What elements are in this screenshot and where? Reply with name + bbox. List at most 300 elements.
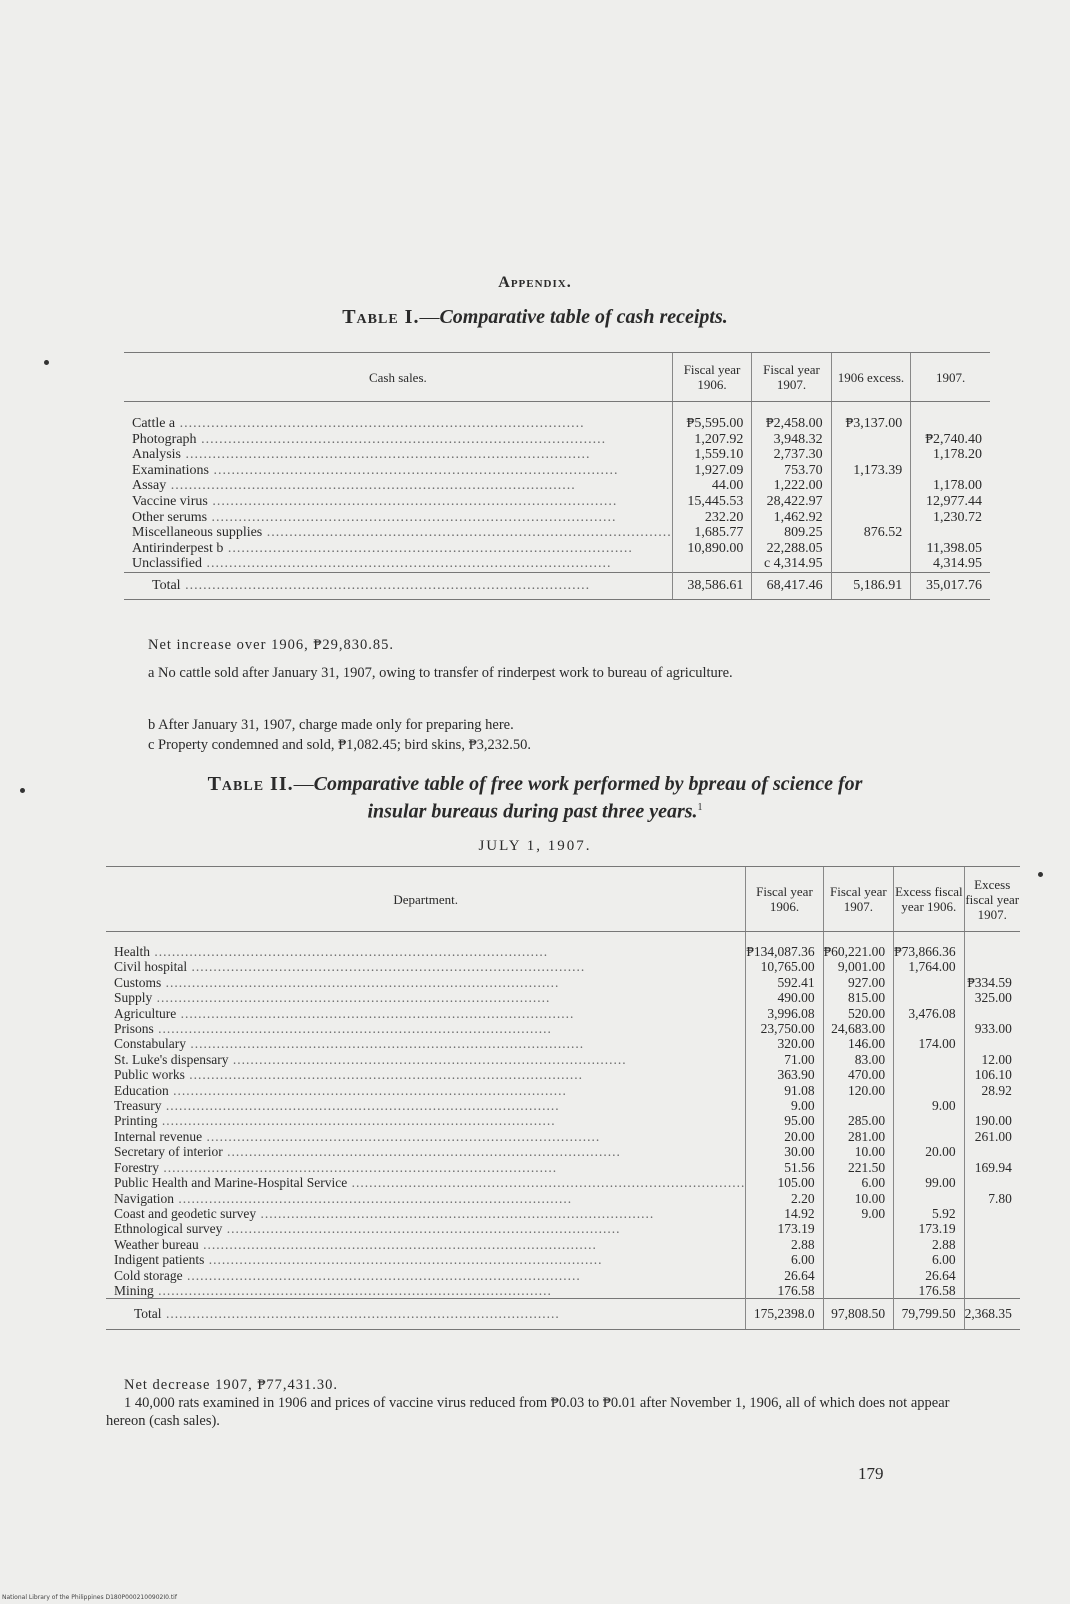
table2-value-cell: 91.08 bbox=[746, 1083, 823, 1098]
table2-value-cell bbox=[964, 1252, 1020, 1267]
table2-value-cell: 10,765.00 bbox=[746, 959, 823, 974]
table2-value-cell: 815.00 bbox=[823, 990, 894, 1005]
table2-value-cell: 176.58 bbox=[746, 1283, 823, 1299]
table1-value-cell: 1,173.39 bbox=[831, 463, 911, 479]
table2-row bbox=[106, 1283, 1020, 1299]
table2-header-cell: Excess fiscal year 1907. bbox=[964, 867, 1020, 932]
table2-row bbox=[106, 1083, 1020, 1098]
dot-leader: .......................................................................................... bbox=[187, 959, 586, 975]
table2-value-cell: 176.58 bbox=[894, 1283, 965, 1299]
table2-row-label bbox=[106, 975, 746, 990]
table2-value-cell: 71.00 bbox=[746, 1052, 823, 1067]
table2-row bbox=[106, 1144, 1020, 1159]
table1-value-cell: ₱2,458.00 bbox=[752, 402, 831, 432]
table2-row-label bbox=[106, 990, 746, 1005]
table2-value-cell bbox=[964, 1206, 1020, 1221]
table2-value-cell: 285.00 bbox=[823, 1113, 894, 1128]
table2-value-cell: 325.00 bbox=[964, 990, 1020, 1005]
table2-row-label-text: Ethnological survey bbox=[114, 1221, 223, 1237]
table2-value-cell: 470.00 bbox=[823, 1067, 894, 1082]
dot-leader: .......................................................................................... bbox=[181, 447, 591, 463]
table2-value-cell bbox=[964, 1221, 1020, 1236]
table2-row-label-text: Health bbox=[114, 944, 150, 959]
table2-header-cell: Excess fiscal year 1906. bbox=[894, 867, 965, 932]
dot-leader: .......................................................................................... bbox=[201, 556, 612, 572]
dot-leader: .......................................................................................... bbox=[175, 416, 585, 431]
table1-value-cell: 876.52 bbox=[831, 525, 911, 541]
table2-row bbox=[106, 1268, 1020, 1283]
table2-row-label-text: Civil hospital bbox=[114, 959, 188, 975]
table2-value-cell: 106.10 bbox=[964, 1067, 1020, 1082]
table1-header-cell: 1907. bbox=[911, 353, 990, 402]
table1-value-cell: 38,586.61 bbox=[672, 572, 752, 599]
table2-value-cell: 169.94 bbox=[964, 1160, 1020, 1175]
table1-value-cell: 68,417.46 bbox=[752, 572, 831, 599]
table1-value-cell: 3,948.32 bbox=[752, 432, 831, 448]
table1-row-label bbox=[124, 541, 672, 557]
dot-leader: .......................................................................................... bbox=[223, 540, 633, 556]
table2-row bbox=[106, 975, 1020, 990]
table2-value-cell: 10.00 bbox=[823, 1144, 894, 1159]
table1-value-cell bbox=[831, 447, 911, 463]
table2-total-row bbox=[106, 1299, 1020, 1330]
table2-value-cell: 281.00 bbox=[823, 1129, 894, 1144]
table2-value-cell: 9,001.00 bbox=[823, 959, 894, 974]
dot-leader: .......................................................................................... bbox=[222, 1221, 621, 1237]
table2-value-cell: 927.00 bbox=[823, 975, 894, 990]
table2-header-cell: Department. bbox=[106, 867, 746, 932]
table2-value-cell bbox=[823, 1237, 894, 1252]
table1-row-label bbox=[124, 525, 672, 541]
table2-value-cell: 5.92 bbox=[894, 1206, 965, 1221]
table2-row bbox=[106, 1036, 1020, 1051]
table2-row-label-text: Total bbox=[134, 1306, 162, 1322]
table1-header-cell: 1906 excess. bbox=[831, 353, 911, 402]
table1-row-label bbox=[124, 572, 672, 599]
table1-row bbox=[124, 494, 990, 510]
table2-value-cell bbox=[964, 932, 1020, 960]
table1-value-cell: 809.25 bbox=[752, 525, 831, 541]
dot-leader: .......................................................................................... bbox=[153, 1282, 552, 1298]
table1-value-cell bbox=[911, 402, 990, 432]
table1-row-label bbox=[124, 447, 672, 463]
table2-value-cell: 120.00 bbox=[823, 1083, 894, 1098]
table2-row-label-text: Weather bureau bbox=[114, 1236, 199, 1252]
table2-row bbox=[106, 1113, 1020, 1128]
table2-value-cell: 490.00 bbox=[746, 990, 823, 1005]
table2-row bbox=[106, 1206, 1020, 1221]
table2-row-label-text: Public Health and Marine-Hospital Service bbox=[114, 1175, 348, 1191]
table2-value-cell: 10.00 bbox=[823, 1191, 894, 1206]
table2-value-cell: 363.90 bbox=[746, 1067, 823, 1082]
table2-value-cell: ₱73,866.36 bbox=[894, 932, 965, 960]
table2-row-label-text: Secretary of interior bbox=[114, 1144, 223, 1160]
table2-value-cell: 173.19 bbox=[746, 1221, 823, 1236]
table2-title: Table II.—Comparative table of free work performed by bpreau of science for insular bureaus during past three years.$^1$ bbox=[207, 773, 863, 823]
table1-row-label bbox=[124, 402, 672, 432]
table2-value-cell: 9.00 bbox=[894, 1098, 965, 1113]
table1-value-cell: 1,927.09 bbox=[672, 463, 752, 479]
table2-header-cell: Fiscal year 1907. bbox=[823, 867, 894, 932]
table1-footnote-b: b After January 31, 1907, charge made only for preparing here. bbox=[148, 717, 514, 733]
table2-value-cell: 51.56 bbox=[746, 1160, 823, 1175]
table2-row bbox=[106, 959, 1020, 974]
table1-row-label-text: Other serums bbox=[132, 509, 208, 525]
free-work-table bbox=[106, 866, 1020, 1330]
table1-value-cell bbox=[831, 432, 911, 448]
table2-row-label-text: Internal revenue bbox=[114, 1128, 203, 1144]
table2-value-cell: 2.20 bbox=[746, 1191, 823, 1206]
table2-row-label bbox=[106, 1006, 746, 1021]
table2-value-cell: 146.00 bbox=[823, 1036, 894, 1051]
table2-value-cell bbox=[964, 1237, 1020, 1252]
table2-row-label-text: Treasury bbox=[114, 1098, 162, 1114]
table2-value-cell bbox=[964, 1283, 1020, 1299]
table2-value-cell bbox=[964, 1175, 1020, 1190]
dot-leader: .......................................................................................... bbox=[161, 974, 560, 990]
table2-row-label bbox=[106, 1144, 746, 1159]
table1-header-cell: Fiscal year 1907. bbox=[752, 353, 831, 402]
table1-value-cell bbox=[831, 541, 911, 557]
table2-row-label bbox=[106, 1098, 746, 1113]
table2-caption-line1: Comparative table of free work performed by bpreau of science for bbox=[313, 773, 863, 795]
table1-row bbox=[124, 556, 990, 572]
table1-row-label bbox=[124, 432, 672, 448]
table1-value-cell: 1,462.92 bbox=[752, 510, 831, 526]
table2-row-label-text: Supply bbox=[114, 990, 153, 1006]
table2-row-label bbox=[106, 932, 746, 960]
dot-leader: .......................................................................................... bbox=[180, 577, 591, 593]
table1-value-cell: 232.20 bbox=[672, 510, 752, 526]
table2-value-cell bbox=[894, 990, 965, 1005]
dot-leader: .......................................................................................... bbox=[166, 478, 576, 494]
table1-row-label bbox=[124, 494, 672, 510]
dot-leader: .......................................................................................... bbox=[152, 990, 551, 1006]
table2-row-label-text: Public works bbox=[114, 1067, 185, 1083]
table2-value-cell: 30.00 bbox=[746, 1144, 823, 1159]
table1-value-cell: 1,559.10 bbox=[672, 447, 752, 463]
dot-leader: .......................................................................................... bbox=[207, 509, 617, 525]
table2-caption-line2: insular bureaus during past three years. bbox=[367, 800, 698, 823]
dot-leader: .......................................................................................... bbox=[209, 462, 619, 478]
table2-value-cell bbox=[823, 1252, 894, 1267]
table2-value-cell bbox=[964, 1098, 1020, 1113]
dot-leader: .......................................................................................... bbox=[198, 1236, 597, 1252]
table2-row-label bbox=[106, 1160, 746, 1175]
table1-row bbox=[124, 510, 990, 526]
table2-value-cell: 592.41 bbox=[746, 975, 823, 990]
table1-header-cell: Cash sales. bbox=[124, 353, 672, 402]
table2-value-cell: 79,799.50 bbox=[894, 1299, 965, 1330]
dot-leader: .......................................................................................... bbox=[186, 1036, 585, 1052]
table2-row-label bbox=[106, 1283, 746, 1299]
table2-row bbox=[106, 1098, 1020, 1113]
table1-total-row bbox=[124, 572, 990, 599]
table1-value-cell: 1,685.77 bbox=[672, 525, 752, 541]
table2-row bbox=[106, 1221, 1020, 1236]
table2-value-cell: 221.50 bbox=[823, 1160, 894, 1175]
table1-header-cell: Fiscal year 1906. bbox=[672, 353, 752, 402]
table2-value-cell: ₱334.59 bbox=[964, 975, 1020, 990]
table2-value-cell bbox=[894, 1083, 965, 1098]
table2-header-cell: Fiscal year 1906. bbox=[746, 867, 823, 932]
table1-value-cell: 1,178.20 bbox=[911, 447, 990, 463]
table1-row-label bbox=[124, 510, 672, 526]
table2-value-cell: 7.80 bbox=[964, 1191, 1020, 1206]
table2-row-label-text: Education bbox=[114, 1082, 169, 1098]
table2-row bbox=[106, 1175, 1020, 1190]
table2-row bbox=[106, 1237, 1020, 1252]
table2-row bbox=[106, 932, 1020, 960]
dot-leader: .......................................................................................... bbox=[204, 1252, 603, 1268]
table2-row-label-text: Mining bbox=[114, 1282, 154, 1298]
table2-value-cell bbox=[823, 1221, 894, 1236]
dot-leader: .......................................................................................... bbox=[182, 1267, 581, 1283]
table1-value-cell bbox=[911, 525, 990, 541]
table2-date: JULY 1, 1907. bbox=[478, 838, 592, 854]
table2-value-cell bbox=[894, 1052, 965, 1067]
table2-row bbox=[106, 1191, 1020, 1206]
table1-value-cell: 5,186.91 bbox=[831, 572, 911, 599]
table2-row-label-text: Indigent patients bbox=[114, 1252, 205, 1268]
table1-footnote-a: a No cattle sold after January 31, 1907, owing to transfer of rinderpest work to bureau of agriculture. bbox=[148, 665, 733, 681]
table2-value-cell bbox=[964, 959, 1020, 974]
table1-value-cell: 35,017.76 bbox=[911, 572, 990, 599]
dot-leader: .......................................................................................... bbox=[347, 1175, 746, 1191]
table1-value-cell bbox=[831, 556, 911, 572]
table2-value-cell: 2.88 bbox=[746, 1237, 823, 1252]
table1-value-cell: ₱5,595.00 bbox=[672, 402, 752, 432]
dot-leader: .......................................................................................... bbox=[196, 431, 607, 447]
table2-value-cell: 97,808.50 bbox=[823, 1299, 894, 1330]
table1-row-label-text: Cattle a bbox=[132, 416, 176, 431]
table1-row-label-text: Total bbox=[152, 577, 181, 593]
table2-row-label-text: Printing bbox=[114, 1113, 158, 1129]
table2-header-row bbox=[106, 867, 1020, 932]
table2-row-label-text: Agriculture bbox=[114, 1005, 177, 1021]
table1-value-cell bbox=[672, 556, 752, 572]
table2-row-label bbox=[106, 1052, 746, 1067]
table1-value-cell bbox=[831, 510, 911, 526]
table2-value-cell: 23,750.00 bbox=[746, 1021, 823, 1036]
table2-value-cell: 95.00 bbox=[746, 1113, 823, 1128]
table2-value-cell: 105.00 bbox=[746, 1175, 823, 1190]
table1-value-cell: 1,178.00 bbox=[911, 478, 990, 494]
table2-net-decrease: Net decrease 1907, ₱77,431.30. bbox=[124, 1377, 339, 1393]
dot-leader: .......................................................................................... bbox=[153, 1021, 552, 1037]
table2-value-cell: 20.00 bbox=[746, 1129, 823, 1144]
table2-value-cell: 2,368.35 bbox=[964, 1299, 1020, 1330]
table1-row-label-text: Unclassified bbox=[132, 556, 202, 572]
table2-row-label bbox=[106, 1237, 746, 1252]
table1-value-cell bbox=[831, 478, 911, 494]
table1-header-row bbox=[124, 353, 990, 402]
table1-value-cell bbox=[911, 463, 990, 479]
table2-value-cell: ₱60,221.00 bbox=[823, 932, 894, 960]
table1-value-cell: 1,207.92 bbox=[672, 432, 752, 448]
table1-row-label-text: Analysis bbox=[132, 447, 181, 463]
table2-row-label bbox=[106, 1299, 746, 1330]
table2-value-cell: 14.92 bbox=[746, 1206, 823, 1221]
table1-row-label bbox=[124, 478, 672, 494]
scan-speck bbox=[1038, 872, 1043, 877]
table2-row bbox=[106, 1021, 1020, 1036]
table2-row-label bbox=[106, 1083, 746, 1098]
table2-label: Table II. bbox=[207, 773, 294, 795]
table2-value-cell: 1,764.00 bbox=[894, 959, 965, 974]
table1-row bbox=[124, 478, 990, 494]
table1-row-label bbox=[124, 463, 672, 479]
table2-value-cell: 2.88 bbox=[894, 1237, 965, 1252]
page-number: 179 bbox=[858, 1464, 884, 1483]
table2-row-label-text: St. Luke's dispensary bbox=[114, 1051, 229, 1067]
table1-value-cell: 1,222.00 bbox=[752, 478, 831, 494]
table2-row bbox=[106, 1160, 1020, 1175]
dot-leader: .......................................................................................... bbox=[256, 1205, 655, 1221]
table2-value-cell bbox=[964, 1006, 1020, 1021]
table2-value-cell: 26.64 bbox=[746, 1268, 823, 1283]
table1-row bbox=[124, 463, 990, 479]
table2-value-cell: 933.00 bbox=[964, 1021, 1020, 1036]
table2-value-cell: 24,683.00 bbox=[823, 1021, 894, 1036]
table1-value-cell: 15,445.53 bbox=[672, 494, 752, 510]
table2-value-cell: 6.00 bbox=[894, 1252, 965, 1267]
dot-leader: .......................................................................................... bbox=[161, 1098, 560, 1114]
dot-leader: .......................................................................................... bbox=[168, 1082, 567, 1098]
table2-value-cell: 173.19 bbox=[894, 1221, 965, 1236]
table1-value-cell bbox=[831, 494, 911, 510]
table2-value-cell bbox=[894, 1160, 965, 1175]
table2-value-cell: 3,476.08 bbox=[894, 1006, 965, 1021]
dot-leader: .......................................................................................... bbox=[176, 1005, 575, 1021]
dot-leader: .......................................................................................... bbox=[174, 1190, 573, 1206]
scan-speck bbox=[44, 360, 49, 365]
table2-value-cell: 174.00 bbox=[894, 1036, 965, 1051]
scan-imprint: National Library of the Philippines D180P0002100902I0.tif bbox=[2, 1594, 177, 1601]
table2-value-cell: 83.00 bbox=[823, 1052, 894, 1067]
table2-row-label-text: Constabulary bbox=[114, 1036, 186, 1052]
table2-value-cell bbox=[894, 1191, 965, 1206]
table2-value-cell bbox=[894, 1129, 965, 1144]
table2-row-label bbox=[106, 1113, 746, 1128]
table2-row-label-text: Customs bbox=[114, 974, 162, 990]
table1-value-cell: ₱2,740.40 bbox=[911, 432, 990, 448]
table2-value-cell: 175,2398.0 bbox=[746, 1299, 823, 1330]
dot-leader: .......................................................................................... bbox=[161, 1306, 560, 1322]
table1-row-label-text: Vaccine virus bbox=[132, 493, 208, 509]
table2-value-cell: 320.00 bbox=[746, 1036, 823, 1051]
table2-row-label-text: Prisons bbox=[114, 1021, 154, 1037]
table1-footnote-c: c Property condemned and sold, ₱1,082.45; bird skins, ₱3,232.50. bbox=[148, 737, 532, 753]
dot-leader: .......................................................................................... bbox=[184, 1067, 583, 1083]
dot-leader: .......................................................................................... bbox=[150, 944, 549, 959]
dot-leader: .......................................................................................... bbox=[228, 1051, 627, 1067]
table2-row-label bbox=[106, 1221, 746, 1236]
table1-label: Table I. bbox=[342, 306, 420, 328]
table2-value-cell bbox=[823, 1268, 894, 1283]
table2-row bbox=[106, 1006, 1020, 1021]
table2-value-cell: 28.92 bbox=[964, 1083, 1020, 1098]
table1-value-cell: 22,288.05 bbox=[752, 541, 831, 557]
table2-row-label-text: Navigation bbox=[114, 1190, 174, 1206]
table1-body bbox=[124, 402, 990, 600]
table1-row bbox=[124, 541, 990, 557]
table1-title: Table I.—Comparative table of cash receipts. bbox=[342, 306, 728, 328]
dot-leader: .......................................................................................... bbox=[262, 525, 672, 541]
dot-leader: .......................................................................................... bbox=[202, 1128, 601, 1144]
table1-row bbox=[124, 447, 990, 463]
table1-value-cell: 753.70 bbox=[752, 463, 831, 479]
table2-value-cell: 6.00 bbox=[746, 1252, 823, 1267]
table2-row bbox=[106, 1129, 1020, 1144]
table2-value-cell: 3,996.08 bbox=[746, 1006, 823, 1021]
table2-value-cell bbox=[894, 1067, 965, 1082]
table1-value-cell: 28,422.97 bbox=[752, 494, 831, 510]
table2-row-label-text: Cold storage bbox=[114, 1267, 183, 1283]
table1-value-cell: c 4,314.95 bbox=[752, 556, 831, 572]
table2-row-label bbox=[106, 1067, 746, 1082]
table2-value-cell bbox=[964, 1268, 1020, 1283]
table1-value-cell: 10,890.00 bbox=[672, 541, 752, 557]
table2-body bbox=[106, 932, 1020, 1330]
table2-row-label bbox=[106, 1021, 746, 1036]
table2-value-cell bbox=[894, 1021, 965, 1036]
table2-row-label bbox=[106, 1268, 746, 1283]
table2-footnote: 1 40,000 rats examined in 1906 and prices of vaccine virus reduced from ₱0.03 to ₱0.01 after November 1, 1906, all of which does not appear hereon (cash sales). bbox=[106, 1395, 950, 1429]
table2-row bbox=[106, 1067, 1020, 1082]
table2-value-cell bbox=[894, 975, 965, 990]
table2-value-cell: ₱134,087.36 bbox=[746, 932, 823, 960]
table2-value-cell: 20.00 bbox=[894, 1144, 965, 1159]
table2-value-cell bbox=[823, 1098, 894, 1113]
table2-value-cell: 12.00 bbox=[964, 1052, 1020, 1067]
table2-row bbox=[106, 990, 1020, 1005]
dot-leader: .......................................................................................... bbox=[157, 1113, 556, 1129]
dot-leader: .......................................................................................... bbox=[222, 1144, 621, 1160]
table2-row-label-text: Coast and geodetic survey bbox=[114, 1205, 257, 1221]
table1-value-cell: ₱3,137.00 bbox=[831, 402, 911, 432]
table1-row-label-text: Antirinderpest b bbox=[132, 540, 224, 556]
table1-row-label-text: Assay bbox=[132, 478, 167, 494]
table1-value-cell: 12,977.44 bbox=[911, 494, 990, 510]
table1-row-label-text: Photograph bbox=[132, 431, 197, 447]
table1-net-increase: Net increase over 1906, ₱29,830.85. bbox=[148, 637, 395, 653]
table2-row-label bbox=[106, 1191, 746, 1206]
table2-value-cell bbox=[964, 1144, 1020, 1159]
table2-value-cell: 9.00 bbox=[823, 1206, 894, 1221]
table2-row-label bbox=[106, 1175, 746, 1190]
table1-row-label-text: Miscellaneous supplies bbox=[132, 525, 263, 541]
table1-row-label bbox=[124, 556, 672, 572]
table2-value-cell: 9.00 bbox=[746, 1098, 823, 1113]
table1-row bbox=[124, 402, 990, 432]
table1-value-cell: 2,737.30 bbox=[752, 447, 831, 463]
table2-row-label bbox=[106, 1129, 746, 1144]
table2-row bbox=[106, 1052, 1020, 1067]
table1-value-cell: 44.00 bbox=[672, 478, 752, 494]
table2-footnote-mark: 1 bbox=[697, 802, 703, 813]
table1-row-label-text: Examinations bbox=[132, 462, 209, 478]
table2-value-cell: 6.00 bbox=[823, 1175, 894, 1190]
cash-receipts-table bbox=[124, 352, 990, 600]
table2-value-cell bbox=[823, 1283, 894, 1299]
table1-row bbox=[124, 525, 990, 541]
table2-row-label bbox=[106, 1252, 746, 1267]
table2-value-cell: 190.00 bbox=[964, 1113, 1020, 1128]
table2-value-cell bbox=[964, 1036, 1020, 1051]
table1-value-cell: 4,314.95 bbox=[911, 556, 990, 572]
table2-value-cell: 99.00 bbox=[894, 1175, 965, 1190]
